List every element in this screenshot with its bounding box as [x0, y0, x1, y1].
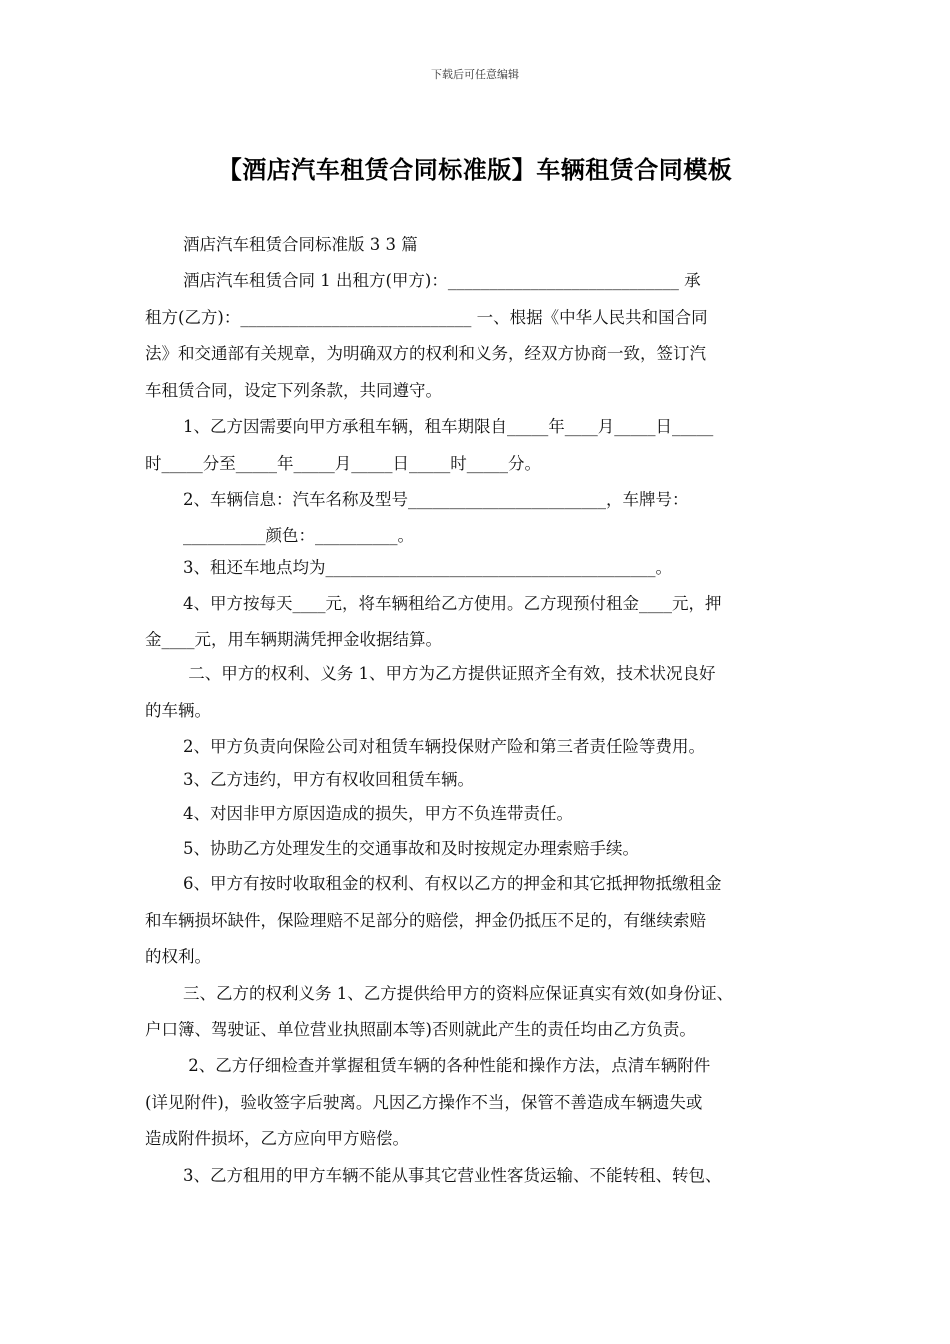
document-title: 【酒店汽车租赁合同标准版】车辆租赁合同模板 — [217, 156, 733, 184]
body-line: 1、乙方因需要向甲方承租车辆，租车期限自_____年____月_____日_____ — [183, 417, 714, 436]
body-line: 5、协助乙方处理发生的交通事故和及时按规定办理索赔手续。 — [183, 839, 639, 858]
body-line: 2、乙方仔细检查并掌握租赁车辆的各种性能和操作方法，点清车辆附件 — [183, 1056, 711, 1075]
body-line: 造成附件损坏，乙方应向甲方赔偿。 — [145, 1129, 409, 1148]
body-line: 租方(乙方)：____________________________ 一、根据《中华人民共和国合同 — [145, 308, 708, 327]
body-line: __________颜色：__________。 — [183, 526, 414, 545]
body-line: 4、甲方按每天____元，将车辆租给乙方使用。乙方现预付租金____元，押 — [183, 594, 722, 613]
body-line: 4、对因非甲方原因造成的损失，甲方不负连带责任。 — [183, 804, 573, 823]
body-line: 的权利。 — [145, 947, 211, 966]
body-line: 酒店汽车租赁合同标准版 3 3 篇 — [183, 235, 418, 254]
page-header: 下载后可任意编辑 — [431, 68, 519, 81]
body-line: 户口簿、驾驶证、单位营业执照副本等)否则就此产生的责任均由乙方负责。 — [145, 1020, 696, 1039]
body-line: 时_____分至_____年_____月_____日_____时_____分。 — [145, 454, 541, 473]
body-line: 法》和交通部有关规章，为明确双方的权利和义务，经双方协商一致，签订汽 — [145, 344, 706, 363]
body-line: 2、甲方负责向保险公司对租赁车辆投保财产险和第三者责任险等费用。 — [183, 737, 705, 756]
body-line: 3、乙方租用的甲方车辆不能从事其它营业性客货运输、不能转租、转包、 — [183, 1166, 722, 1185]
body-line: 和车辆损坏缺件，保险理赔不足部分的赔偿，押金仍抵压不足的，有继续索赔 — [145, 911, 706, 930]
body-line: 3、乙方违约，甲方有权收回租赁车辆。 — [183, 770, 474, 789]
body-line: 金____元，用车辆期满凭押金收据结算。 — [145, 630, 442, 649]
body-line: (详见附件)，验收签字后驶离。凡因乙方操作不当，保管不善造成车辆遗失或 — [145, 1093, 703, 1112]
body-line: 车租赁合同，设定下列条款，共同遵守。 — [145, 381, 442, 400]
body-line: 二、甲方的权利、义务 1、甲方为乙方提供证照齐全有效，技术状况良好 — [183, 664, 716, 683]
body-line: 6、甲方有按时收取租金的权利、有权以乙方的押金和其它抵押物抵缴租金 — [183, 874, 722, 893]
body-line: 3、租还车地点均为________________________________________。 — [183, 558, 672, 577]
body-line: 酒店汽车租赁合同 1 出租方(甲方)：____________________________ 承 — [183, 271, 701, 290]
body-line: 2、车辆信息：汽车名称及型号________________________，车牌号： — [183, 490, 689, 509]
body-line: 三、乙方的权利义务 1、乙方提供给甲方的资料应保证真实有效(如身份证、 — [183, 984, 734, 1003]
body-line: 的车辆。 — [145, 701, 211, 720]
